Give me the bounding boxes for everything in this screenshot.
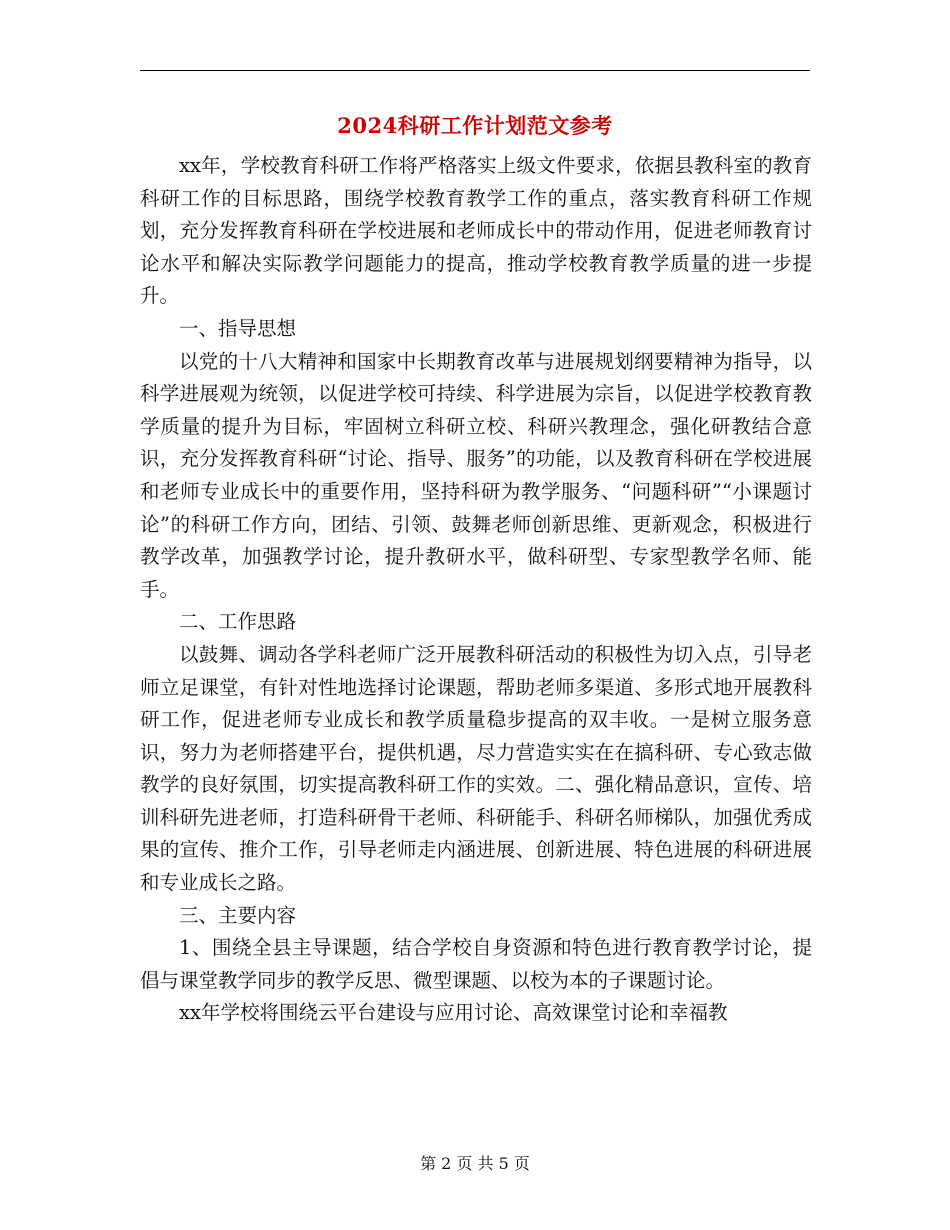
document-title: 2024科研工作计划范文参考 bbox=[337, 113, 613, 138]
document-body bbox=[140, 150, 812, 1030]
paragraph-intro: xx年，学校教育科研工作将严格落实上级文件要求，依据县教科室的教育科研工作的目标思路，围绕学校教育教学工作的重点，落实教育科研工作规划，充分发挥教育科研在学校进展和老师成长中的带动作用，促进老师教育讨论水平和解决实际教学问题能力的提高，推动学校教育教学质量的进一步提升。 bbox=[140, 154, 812, 308]
paragraph-work-approach: 以鼓舞、调动各学科老师广泛开展教科研活动的积极性为切入点，引导老师立足课堂，有针对性地选择讨论课题，帮助老师多渠道、多形式地开展教科研工作，促进老师专业成长和教学质量稳步提高的双丰收。一是树立服务意识，努力为老师搭建平台，提供机遇，尽力营造实实在在搞科研、专心致志做教学的良好氛围，切实提高教科研工作的实效。二、强化精品意识，宣传、培训科研先进老师，打造科研骨干老师、科研能手、科研名师梯队，加强优秀成果的宣传、推介工作，引导老师走内涵进展、创新进展、特色进展的科研进展和专业成长之路。 bbox=[140, 642, 812, 895]
page-number-footer: 第 2 页 共 5 页 bbox=[420, 1154, 530, 1173]
section-heading-work-approach: 二、工作思路 bbox=[179, 610, 297, 634]
paragraph-guiding-ideology: 以党的十八大精神和国家中长期教育改革与进展规划纲要精神为指导，以科学进展观为统领，以促进学校可持续、科学进展为宗旨，以促进学校教育教学质量的提升为目标，牢固树立科研立校、科研兴教理念，强化研教结合意识，充分发挥教育科研“讨论、指导、服务”的功能，以及教育科研在学校进展和老师专业成长中的重要作用，坚持科研为教学服务、“问题科研”“小课题讨论”的科研工作方向，团结、引领、鼓舞老师创新思维、更新观念，积极进行教学改革，加强教学讨论，提升教研水平，做科研型、专家型教学名师、能手。 bbox=[140, 349, 812, 601]
header-rule bbox=[140, 70, 810, 71]
paragraph-main-content-1: 1、围绕全县主导课题，结合学校自身资源和特色进行教育教学讨论，提倡与课堂教学同步的教学反思、微型课题、以校为本的子课题讨论。 bbox=[140, 936, 812, 992]
section-heading-main-content: 三、主要内容 bbox=[179, 903, 297, 927]
paragraph-main-content-2: xx年学校将围绕云平台建设与应用讨论、高效课堂讨论和幸福教 bbox=[179, 1001, 728, 1025]
section-heading-guiding-ideology: 一、指导思想 bbox=[179, 316, 297, 340]
